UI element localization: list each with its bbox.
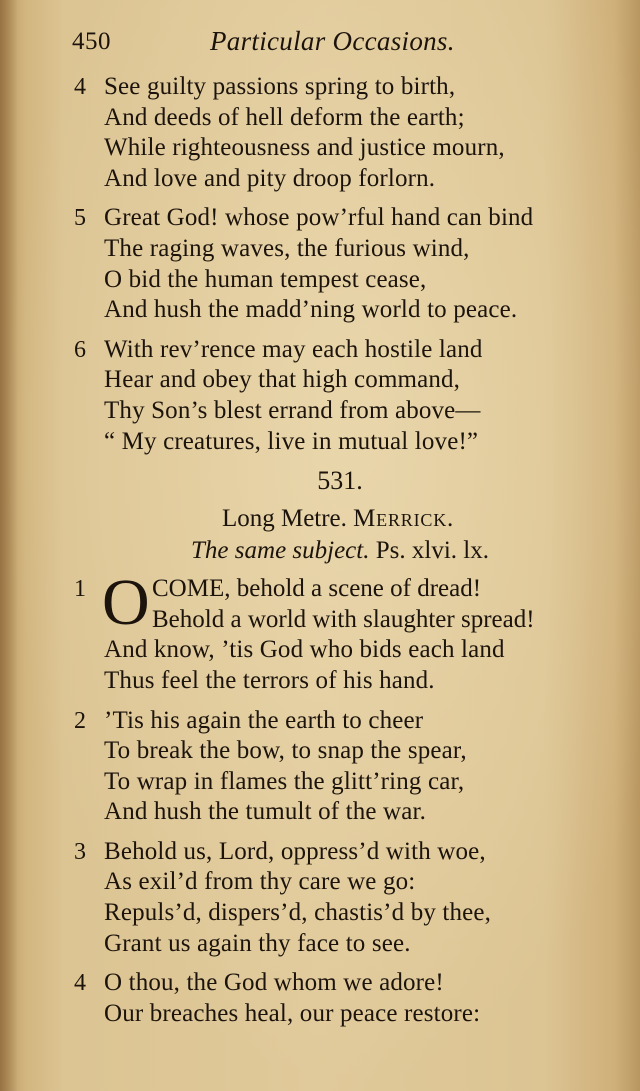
verse-line: Thus feel the terrors of his hand.	[104, 666, 435, 694]
stanza-4	[0, 968, 640, 1029]
stanza-2	[0, 706, 640, 828]
verse-line: Hear and obey that high command,	[104, 366, 461, 394]
stanza-number: 6	[74, 336, 86, 363]
stanza-3	[0, 837, 640, 959]
stanza-number: 4	[74, 74, 86, 100]
stanza-number: 2	[74, 707, 86, 734]
hymn-number: 531.	[317, 466, 363, 496]
stanza-5-previous	[0, 203, 640, 325]
stanza-number: 3	[74, 838, 86, 865]
stanza-4-previous	[0, 72, 640, 194]
metre-label: Long Metre.	[221, 505, 347, 533]
verse-line: And deeds of hell deform the earth;	[104, 103, 465, 131]
verse-line: Behold us, Lord, oppress’d with woe,	[104, 837, 486, 865]
verse-line: See guilty passions spring to birth,	[104, 73, 456, 100]
page-header	[72, 24, 462, 64]
verse-line: O thou, the God whom we adore!	[104, 969, 444, 997]
hymn-author: Merrick.	[353, 505, 455, 533]
verse-line: With rev’rence may each hostile land	[104, 335, 483, 363]
metre-line	[0, 504, 640, 536]
scripture-reference: Ps. xlvi. lx.	[375, 537, 489, 565]
hymn-subject: The same subject.	[191, 537, 370, 565]
stanza-1	[0, 566, 640, 696]
verse-line: COME, behold a scene of dread!	[152, 575, 482, 603]
verse-line: The raging waves, the furious wind,	[104, 234, 470, 262]
stanza-number: 5	[74, 205, 86, 232]
subject-line	[0, 536, 640, 572]
stanza-number: 1	[74, 576, 86, 603]
verse-line: Great God! whose pow’rful hand can bind	[104, 204, 534, 232]
stanza-number: 4	[74, 970, 86, 997]
verse-line: While righteousness and justice mourn,	[104, 134, 505, 162]
page-number: 450	[72, 28, 111, 55]
stanza-6-previous	[0, 335, 640, 457]
verse-line: And know, ’tis God who bids each land	[104, 636, 505, 664]
verse-line: Grant us again thy face to see.	[104, 929, 411, 957]
verse-line: To wrap in flames the glitt’ring car,	[104, 767, 465, 795]
verse-line: ’Tis his again the earth to cheer	[104, 706, 424, 734]
verse-line: And love and pity droop forlorn.	[104, 164, 436, 192]
verse-line: To break the bow, to snap the spear,	[104, 737, 467, 765]
verse-line: Our breaches heal, our peace restore:	[104, 999, 481, 1027]
verse-line: O bid the human tempest cease,	[104, 265, 427, 293]
drop-cap-letter: O	[102, 566, 150, 640]
hymn-text	[0, 72, 640, 1038]
verse-line: And hush the madd’ning world to peace.	[104, 296, 518, 324]
verse-line: Behold a world with slaughter spread!	[152, 605, 535, 633]
verse-line: Thy Son’s blest errand from above—	[104, 396, 481, 424]
verse-line: As exil’d from thy care we go:	[104, 868, 416, 896]
verse-line: “ My creatures, live in mutual love!”	[104, 427, 479, 455]
verse-line: And hush the tumult of the war.	[104, 798, 426, 826]
running-title: Particular Occasions.	[210, 26, 455, 56]
verse-line: Repuls’d, dispers’d, chastis’d by thee,	[104, 899, 492, 927]
